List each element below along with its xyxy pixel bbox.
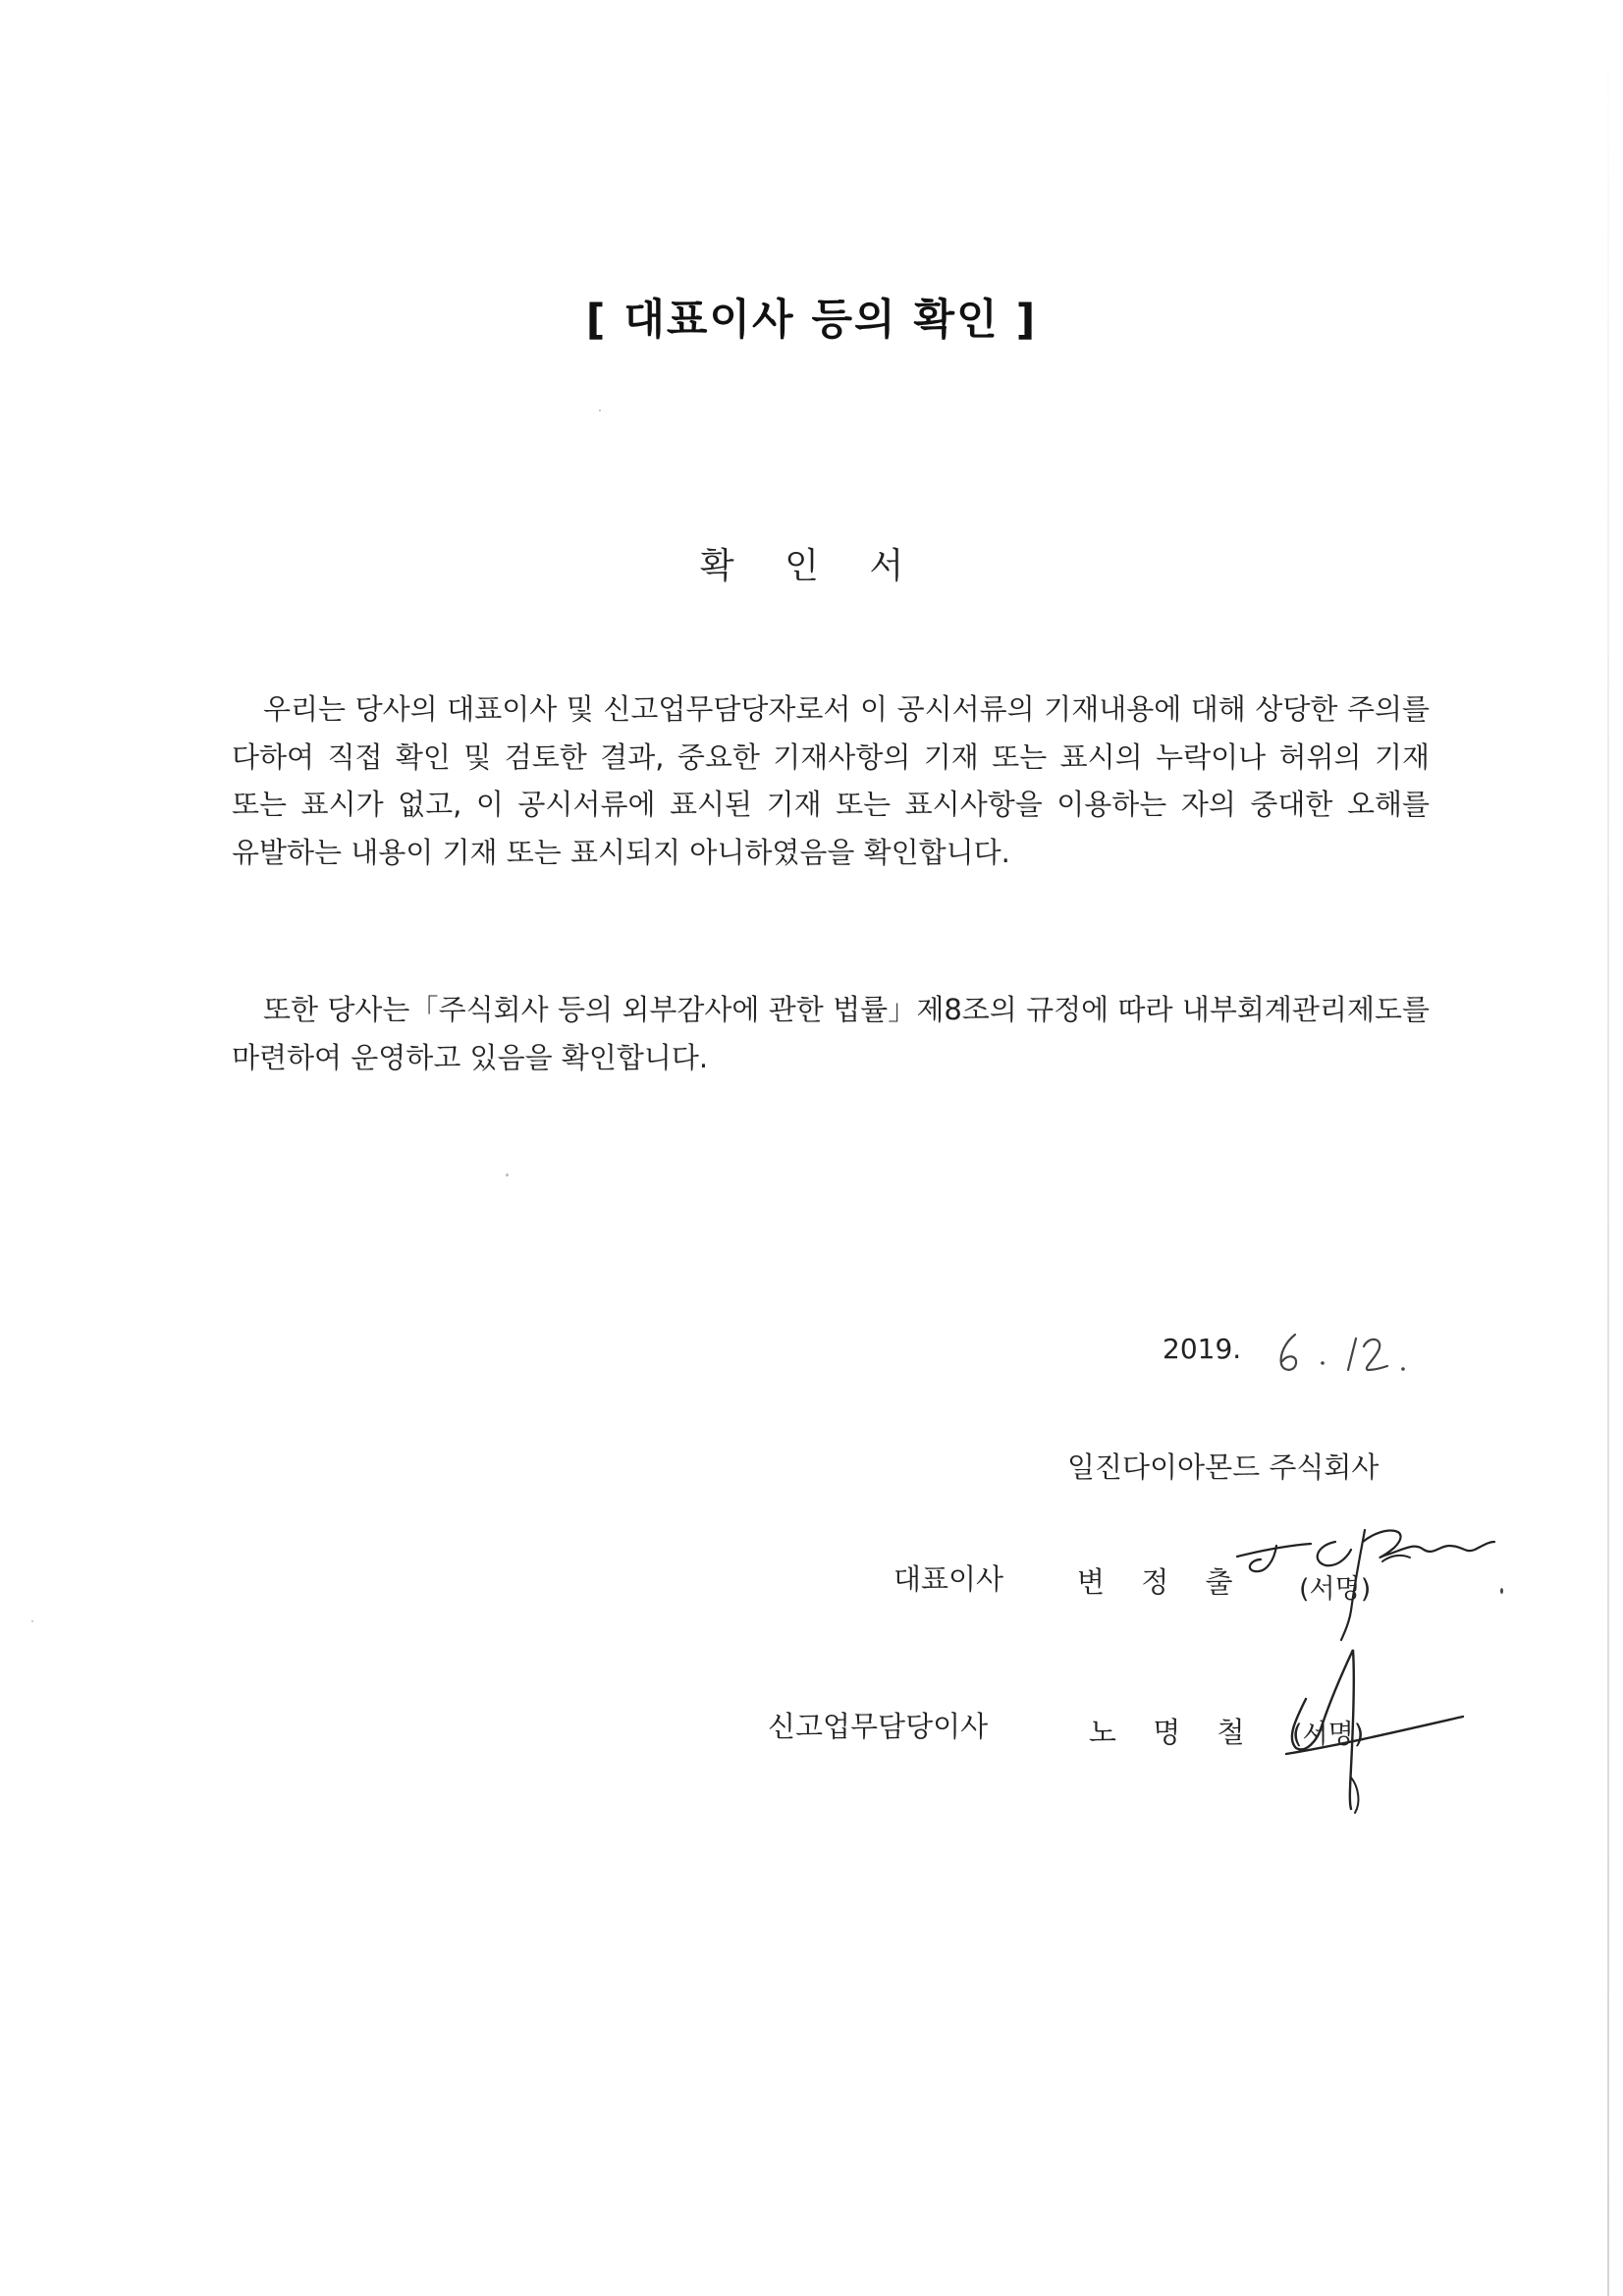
signatory-role-ceo: 대표이사 xyxy=(893,1562,1004,1596)
scan-speck xyxy=(599,410,601,411)
date-handwritten xyxy=(1266,1321,1423,1380)
scan-speck xyxy=(1500,1588,1503,1594)
signature-label-reporting-director: (서명) xyxy=(1292,1720,1365,1750)
signatory-role-reporting-director: 신고업무담당이사 xyxy=(768,1710,989,1743)
signatory-name-reporting-director: 노 명 철 xyxy=(1089,1716,1259,1749)
signatory-name-ceo: 변 정 출 xyxy=(1077,1565,1247,1599)
scan-speck xyxy=(506,1174,509,1176)
date-printed: 2019. xyxy=(1163,1333,1242,1365)
date-block xyxy=(1163,1321,1457,1380)
document-heading: [ 대표이사 등의 확인 ] xyxy=(585,296,1038,345)
scan-speck xyxy=(31,1620,33,1622)
confirmation-paragraph-2: 또한 당사는「주식회사 등의 외부감사에 관한 법률」제8조의 규정에 따라 내부회계관리제도를 마련하여 운영하고 있음을 확인합니다. xyxy=(232,993,1430,1074)
scan-edge-line xyxy=(1607,0,1609,2296)
company-name: 일진다이아몬드 주식회사 xyxy=(1067,1450,1380,1484)
signature-label-ceo: (서명) xyxy=(1299,1574,1372,1605)
document-subtitle: 확 인 서 xyxy=(699,546,924,586)
confirmation-paragraph-1: 우리는 당사의 대표이사 및 신고업무담당자로서 이 공시서류의 기재내용에 대해 상당한 주의를 다하여 직접 확인 및 검토한 결과, 중요한 기재사항의 기재 또는 표시의 누락이나 허위의 기재 또는 표시가 없고, 이 공시서류에 표시된 기재 또는 표시사항을 이용하는 자의 중대한 오해를 유발하는 내용이 기재 또는 표시되지 아니하였음을 확인합니다. xyxy=(232,692,1430,869)
